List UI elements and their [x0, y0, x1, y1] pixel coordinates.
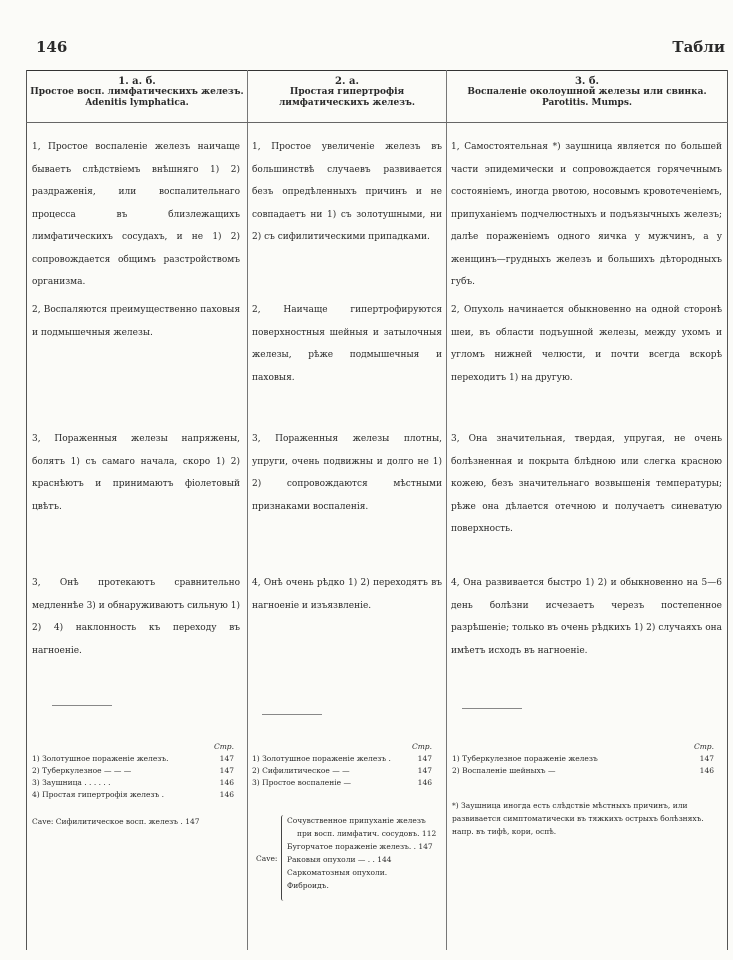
footnote-label: 1) Золотушное пораженіе железъ.: [32, 754, 169, 763]
cave-item: при восп. лимфатич. сосудовъ. 112: [297, 829, 437, 838]
table-cell: 2, Воспаляются преимущественно паховыя и подмышечныя железы.: [32, 305, 240, 338]
footnote-label: 1) Туберкулезное пораженіе железъ: [452, 754, 598, 763]
footnote-label: 3) Простое воспаленіе —: [252, 778, 351, 787]
column-header-title: Простая гипертрофія лимфатическихъ железъ.: [278, 87, 416, 108]
footnote-page: 147: [417, 754, 432, 763]
cave-brace: [281, 815, 286, 901]
footnote-page: 146: [699, 766, 714, 775]
footnotes: [252, 741, 432, 789]
column-header: [30, 76, 244, 109]
page-ref-label: Стр.: [213, 742, 234, 751]
footnote-item: [252, 777, 432, 789]
footnote-item: [32, 753, 234, 765]
footnote-page: 146: [219, 790, 234, 799]
footnote-label: 2) Туберкулезное — — —: [32, 766, 132, 775]
column-divider: [247, 70, 248, 950]
cave-item: Фиброидъ.: [287, 881, 329, 890]
table-cell: 2, Наичаще гипертрофируются поверхностныя шейныя и затылочныя железы, рѣже подмышечныя и паховыя.: [252, 305, 442, 383]
table-cell: 1, Самостоятельная *) заушница является по большей части эпидемически и сопровождается горячечнымъ состояніемъ, иногда рвотою, носовымъ кровотеченіемъ, припуханіемъ подчелюстныхъ и подъязычныхъ железъ; далѣе пораженіемъ одного яичка у мужчинъ, а у женщинъ—грудныхъ железъ и большихъ дѣтородныхъ губъ.: [451, 142, 722, 287]
footnote-item: [452, 753, 714, 765]
footnotes: [32, 741, 234, 828]
cave-item: Саркоматозныя опухоли.: [287, 868, 388, 877]
cave-label: Cave:: [256, 854, 278, 863]
footnote-rule: [52, 705, 112, 706]
column-header-title: Воспаленіе околоушной железы или свинка.: [467, 87, 707, 97]
footnote-page: 146: [417, 778, 432, 787]
footnote-label: 4) Простая гипертрофія железъ .: [32, 790, 165, 799]
table-cell: 4, Онѣ очень рѣдко 1) 2) переходятъ въ нагноеніе и изъязвленіе.: [252, 578, 442, 611]
column-header-number: 1. а. б.: [118, 76, 156, 87]
footnote-page: 147: [417, 766, 432, 775]
column-header-subtitle: Parotitis. Mumps.: [541, 98, 633, 108]
page-ref-label: Стр.: [693, 742, 714, 751]
footnote-item: [252, 753, 432, 765]
table-cell: 3, Она значительная, твердая, упругая, не очень болѣзненная и покрыта блѣдною или слегка красною кожею, безъ значительнаго возвышенія температуры; рѣже она дѣлается отечною и получаетъ синеватую поверхность.: [451, 434, 722, 534]
cave-line: Cave: Сифилитическое восп. железъ . 147: [32, 817, 200, 826]
column-header: [251, 76, 443, 109]
footnotes: [452, 741, 714, 777]
footnote-item: [32, 777, 234, 789]
cave-item: Раковыя опухоли — . . 144: [287, 855, 392, 864]
table-cell: 1, Простое воспаленіе железъ наичаще бываетъ слѣдствіемъ внѣшняго 1) 2) раздраженія, или воспалительнаго процесса въ близлежащихъ лимфатическихъ сосудахъ, и не 1) 2) сопровождается общимъ разстройствомъ организма.: [32, 142, 240, 287]
footnote-label: 1) Золотушное пораженіе железъ .: [252, 754, 391, 763]
footnote-label: 2) Воспаленіе шейныхъ —: [452, 766, 556, 775]
footnote-page: 146: [219, 778, 234, 787]
page-number: 146: [36, 38, 68, 56]
footnote-item: [32, 789, 234, 801]
column-divider: [26, 70, 27, 950]
table-cell: 3, Пораженныя железы напряжены, болятъ 1) съ самаго начала, скоро 1) 2) краснѣютъ и принимаютъ фіолетовый цвѣтъ.: [32, 434, 240, 512]
footnote-rule: [462, 708, 522, 709]
table-cell: 2, Опухоль начинается обыкновенно на одной сторонѣ шеи, въ области подъушной железы, между ухомъ и угломъ нижней челюсти, и почти всегда вскорѣ переходитъ 1) на другую.: [451, 305, 722, 383]
table-cell: 3, Пораженныя железы плотны, упруги, очень подвижны и долго не 1) 2) сопровождаются мѣстными признаками воспаленія.: [252, 434, 442, 512]
cave-item: Сочувственное припуханіе железъ: [287, 816, 426, 825]
table-cell: 4, Она развивается быстро 1) 2) и обыкновенно на 5—6 день болѣзни исчезаетъ черезъ постепенное разрѣшеніе; только въ очень рѣдкихъ 1) 2) случаяхъ она имѣетъ исходъ въ нагноеніе.: [451, 578, 722, 656]
column-header-subtitle: Adenitis lymphatica.: [85, 98, 189, 108]
footnote-page: 147: [219, 754, 234, 763]
footnote-item: [32, 765, 234, 777]
footnote-item: [252, 765, 432, 777]
footnote-rule: [262, 714, 322, 715]
cave-list: [287, 814, 437, 892]
table-cell: 1, Простое увеличеніе железъ въ большинствѣ случаевъ развивается безъ опредѣленныхъ причинъ и не совпадаетъ ни 1) съ золотушными, ни 2) съ сифилитическими припадками.: [252, 142, 442, 242]
footnote-page: 147: [219, 766, 234, 775]
footnote-note: *) Заушница иногда есть слѣдствіе мѣстныхъ причинъ, или развивается симптоматически въ тяжкихъ острыхъ болѣзняхъ. напр. въ тифѣ, кори, оспѣ.: [452, 801, 704, 836]
column-header-title: Простое восп. лимфатическихъ железъ.: [30, 87, 244, 97]
column-divider: [727, 70, 728, 950]
footnote-label: 2) Сифилитическое — —: [252, 766, 350, 775]
column-header-number: 3. б.: [574, 76, 600, 87]
footnote-page: 147: [699, 754, 714, 763]
column-divider: [446, 70, 447, 950]
column-header: [450, 76, 724, 109]
page-ref-label: Стр.: [411, 742, 432, 751]
header-rule: [26, 122, 728, 123]
footnote-label: 3) Заушница . . . . . .: [32, 778, 111, 787]
column-header-number: 2. а.: [335, 76, 359, 87]
running-title: Табли: [672, 38, 725, 56]
cave-item: Бугорчатое пораженіе железъ. . 147: [287, 842, 433, 851]
footnote-item: [452, 765, 714, 777]
table-cell: 3, Онѣ протекаютъ сравнительно медленнѣе 3) и обнаруживаютъ сильную 1) 2) 4) наклонность къ переходу въ нагноеніе.: [32, 578, 240, 656]
